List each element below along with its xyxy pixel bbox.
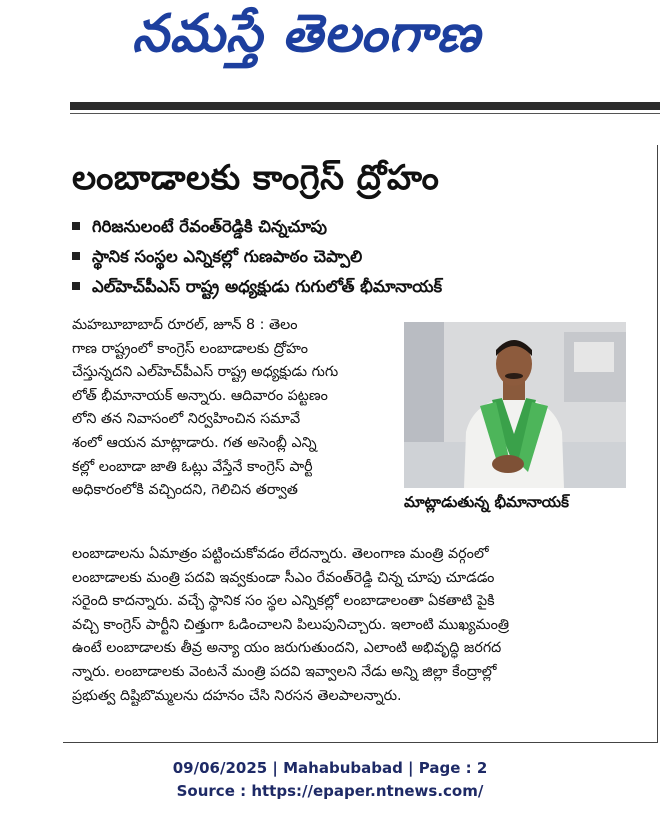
body-line: న్నారు. లంబాడాలకు వెంటనే మంత్రి పదవి ఇవ్వాలని నేడు అన్ని జిల్లా కేంద్రాల్లో [72, 663, 497, 680]
bullet-item: గిరిజనులంటే రేవంత్‌రెడ్డికి చిన్నచూపు [72, 212, 652, 242]
square-bullet-icon [72, 222, 80, 230]
square-bullet-icon [72, 252, 80, 260]
body-line: అధికారంలోకి వచ్చిందని, గెలిచిన తర్వాత [72, 482, 298, 499]
body-line: గాణ రాష్ట్రంలో కాంగ్రెస్ లంబాడాలకు ద్రోహం [72, 340, 309, 357]
edition-info: 09/06/2025 | Mahabubabad | Page : 2 [172, 759, 488, 777]
body-line: చేస్తున్నదని ఎల్‌హెచ్‌పీఎస్ రాష్ట్ర అధ్యక్షుడు గుగు [72, 364, 339, 381]
body-line: వచ్చి కాంగ్రెస్ పార్టీని చిత్తుగా ఓడించాలని పిలుపునిచ్చారు. ఇలాంటి ముఖ్యమంత్రి [72, 616, 510, 633]
source-link[interactable]: Source : https://epaper.ntnews.com/ [176, 782, 484, 800]
body-line: లోత్ భీమానాయక్ అన్నారు. ఆదివారం పట్టణం [72, 387, 328, 404]
article-photo [404, 322, 626, 488]
body-line: శంలో ఆయన మాట్లాడారు. గత అసెంబ్లీ ఎన్ని [72, 434, 317, 451]
bullet-item: ఎల్‌హెచ్‌పీఎస్ రాష్ట్ర అధ్యక్షుడు గుగులోత్ భీమానాయక్ [72, 272, 652, 302]
body-line: లోని తన నివాసంలో నిర్వహించిన సమావే [72, 411, 301, 428]
body-line: లంబాడాలను ఏమాత్రం పట్టించుకోవడం లేదన్నారు. తెలంగాణ మంత్రి వర్గంలో [72, 546, 489, 562]
body-line: ఉంటే లంబాడాలకు తీవ్ర అన్యా యం జరుగుతుందని, ఎలాంటి అభివృద్ధి జరగద [72, 640, 502, 657]
article-headline: లంబాడాలకు కాంగ్రెస్ ద్రోహం [72, 158, 440, 198]
article-body-column [72, 314, 400, 503]
square-bullet-icon [72, 282, 80, 290]
masthead [0, 0, 660, 100]
body-line: కల్లో లంబాడా జాతి ఓట్లు వేస్తేనే కాంగ్రెస్ పార్టీ [72, 458, 313, 475]
highlight-bullets [72, 212, 652, 302]
portrait-image [404, 322, 626, 488]
body-line: సరైంది కాదన్నారు. వచ్చే స్థానిక సం స్థల ఎన్నికల్లో లంబాడాలంతా ఏకతాటి పైకి [72, 593, 495, 610]
masthead-rule [70, 102, 660, 110]
body-line: మహబూబాబాద్ రూరల్, జూన్ 8 : తెలం [72, 317, 298, 333]
article-body-wide [72, 543, 652, 708]
page-footer [0, 757, 660, 803]
photo-caption: మాట్లాడుతున్న భీమానాయక్ [404, 493, 569, 511]
body-line: లంబాడాలకు మంత్రి పదవి ఇవ్వకుండా సీఎం రేవంత్‌రెడ్డి చిన్న చూపు చూడడం [72, 569, 495, 586]
bullet-item: స్థానిక సంస్థల ఎన్నికల్లో గుణపాఠం చెప్పాలి [72, 242, 652, 272]
body-line: ప్రభుత్వ దిష్టిబొమ్మలను దహనం చేసి నిరసన తెలపాలన్నారు. [72, 687, 402, 704]
masthead-thin-rule [70, 113, 660, 114]
newspaper-logo: నమస్తే తెలంగాణ [132, 4, 481, 64]
